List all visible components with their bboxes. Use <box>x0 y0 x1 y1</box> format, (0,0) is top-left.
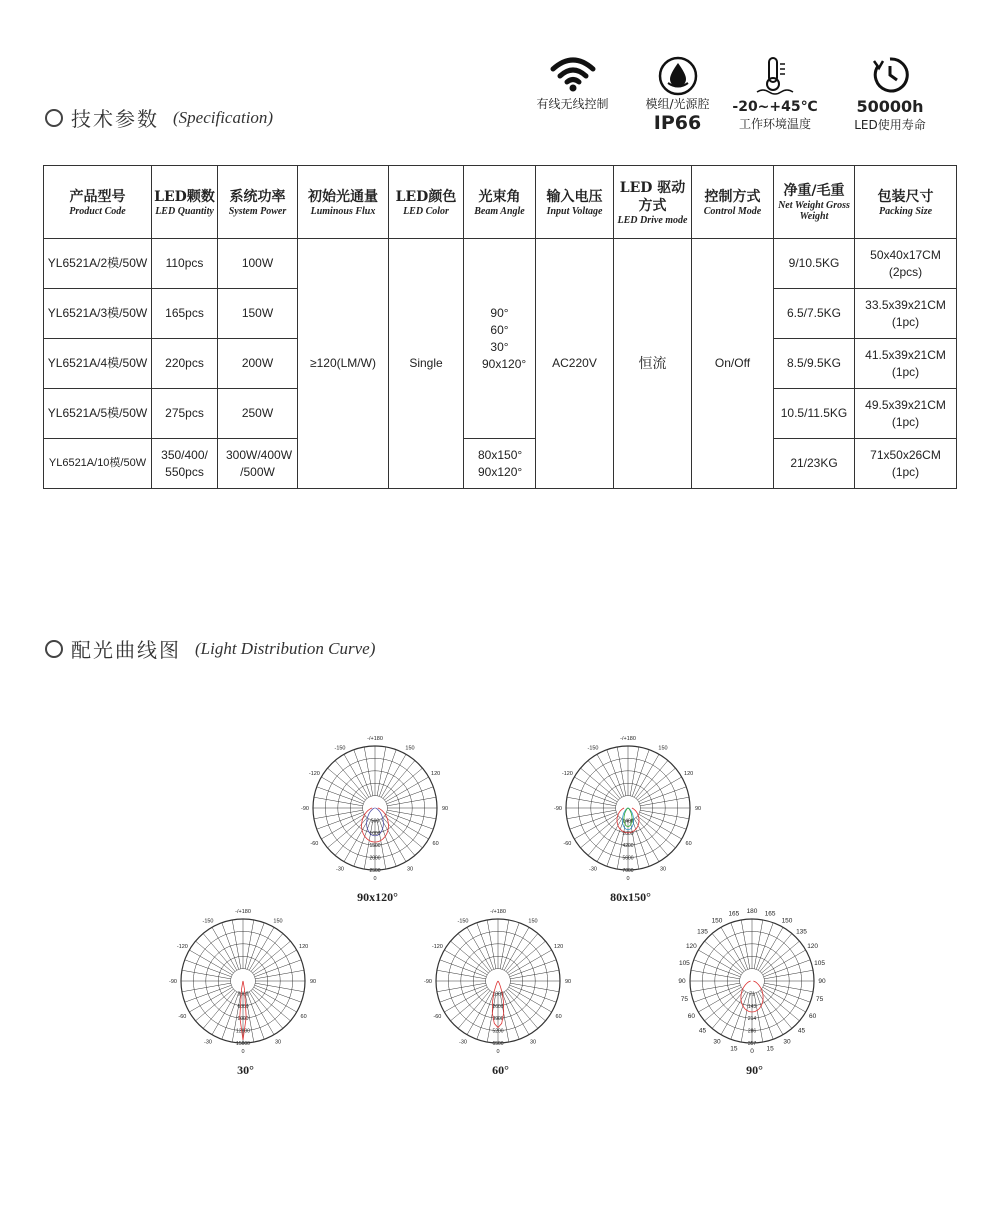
angle-label: 60 <box>555 1014 562 1020</box>
spec-table <box>43 165 957 489</box>
table-row <box>44 439 957 489</box>
feature-icons <box>525 56 965 146</box>
angle-label: 90 <box>564 979 572 985</box>
header-weight: 净重/毛重 Net Weight Gross Weight <box>774 166 855 239</box>
grid-spoke <box>437 983 486 992</box>
grid-spoke <box>640 797 689 806</box>
grid-spoke <box>317 812 364 829</box>
angle-label: 90 <box>309 979 317 985</box>
angle-label: 120 <box>685 943 697 950</box>
cell-power: 250W <box>218 389 298 439</box>
grid-spoke <box>387 810 436 819</box>
curve-90 <box>672 903 837 1083</box>
angle-label: 180 <box>746 908 758 915</box>
grid-spoke <box>731 923 748 970</box>
cell-code: YL6521A/5模/50W <box>44 389 152 439</box>
cell-voltage: AC220V <box>536 239 614 489</box>
angle-label: 60 <box>687 1013 695 1020</box>
grid-spoke <box>379 820 396 867</box>
cell-power: 150W <box>218 289 298 339</box>
feature-temperature-value: -20~+45℃ <box>732 99 818 115</box>
cell-control: On/Off <box>692 239 774 489</box>
clock-icon <box>870 56 910 94</box>
cell-qty: 275pcs <box>152 389 218 439</box>
feature-lifetime <box>840 56 940 133</box>
angle-label: 105 <box>678 959 690 967</box>
ring-label: 7000 <box>622 868 634 874</box>
grid-spoke <box>632 750 649 797</box>
grid-spoke <box>314 797 363 806</box>
grid-spoke <box>247 923 264 970</box>
feature-wireless <box>525 56 620 112</box>
ring-label: 71 <box>749 991 755 998</box>
cell-size: 71x50x26CM (1pc) <box>855 439 957 489</box>
curve-caption: 60° <box>492 1063 509 1077</box>
grid-spoke <box>510 970 559 979</box>
table-header-row <box>44 166 957 239</box>
angle-label: -/+180 <box>490 909 506 915</box>
grid-spoke <box>500 920 509 969</box>
grid-spoke <box>245 920 254 969</box>
grid-spoke <box>632 820 649 867</box>
ring-label: 286 <box>747 1028 757 1035</box>
angle-label: 30 <box>274 1039 282 1046</box>
grid-spoke <box>694 960 741 977</box>
grid-spoke <box>741 920 750 969</box>
angle-label: -/+180 <box>367 736 383 742</box>
angle-label: -90 <box>169 979 177 985</box>
angle-label: -150 <box>457 918 469 925</box>
grid-spoke <box>570 787 617 804</box>
ring-label: 2000 <box>369 855 381 862</box>
cell-beam-angle-a: 90° 60° 30° 90x120° <box>464 239 536 439</box>
ring-label: 214 <box>747 1016 757 1023</box>
curve-caption: 90x120° <box>357 890 398 904</box>
angle-label: -60 <box>310 841 319 847</box>
angle-label: 75 <box>815 996 824 1004</box>
angle-label: -90 <box>424 979 432 985</box>
grid-spoke <box>477 993 494 1040</box>
ring-label: 15000 <box>236 1041 250 1047</box>
header-led-color: LED颜色 LED Color <box>389 166 464 239</box>
curve-90x120 <box>295 730 460 910</box>
curve-60 <box>418 903 583 1083</box>
grid-spoke <box>185 960 232 977</box>
ring-label: 500 <box>370 818 380 825</box>
grid-spoke <box>364 747 373 796</box>
cell-size: 33.5x39x21CM (1pc) <box>855 289 957 339</box>
angle-label: -60 <box>433 1014 442 1020</box>
angle-label: -120 <box>561 771 573 777</box>
ring-label: 6500 <box>492 1041 504 1047</box>
thermometer-icon <box>755 56 795 96</box>
cell-drive: 恒流 <box>614 239 692 489</box>
polar-grid <box>687 919 814 1043</box>
angle-label: 60 <box>432 841 439 847</box>
header-control-mode: 控制方式 Control Mode <box>692 166 774 239</box>
curve-title-en: (Light Distribution Curve) <box>195 638 376 658</box>
polar-chart <box>163 903 328 1065</box>
curve-caption: 30° <box>237 1063 254 1077</box>
feature-lifetime-label: LED使用寿命 <box>854 118 926 132</box>
angle-label: 30 <box>783 1038 791 1046</box>
angle-label: 60 <box>809 1013 817 1020</box>
spec-title-zh: 技术参数 <box>71 107 159 131</box>
angle-label: 90 <box>441 806 449 812</box>
cell-qty: 350/400/ 550pcs <box>152 439 218 489</box>
grid-spoke <box>387 797 436 806</box>
header-beam-angle: 光束角 Beam Angle <box>464 166 536 239</box>
grid-spoke <box>437 970 486 979</box>
feature-ip66 <box>630 56 725 134</box>
cell-weight: 6.5/7.5KG <box>774 289 855 339</box>
angle-label: 0 <box>496 1049 500 1055</box>
ring-label: 1500 <box>369 843 381 850</box>
grid-spoke <box>617 747 626 796</box>
grid-spoke <box>764 970 813 979</box>
grid-spoke <box>255 970 304 979</box>
grid-spoke <box>731 993 748 1040</box>
angle-label: 120 <box>807 943 819 950</box>
curve-caption: 80x150° <box>610 890 651 904</box>
circle-bullet-icon <box>45 640 63 658</box>
header-luminous-flux: 初始光通量 Luminous Flux <box>298 166 389 239</box>
table-row <box>44 239 957 289</box>
grid-spoke <box>640 810 689 819</box>
grid-spoke <box>502 923 519 970</box>
angle-label: 45 <box>797 1027 806 1035</box>
curve-section-title <box>45 634 375 663</box>
angle-label: 120 <box>299 944 309 950</box>
header-led-quantity: LED颗数 LED Quantity <box>152 166 218 239</box>
header-system-power: 系统功率 System Power <box>218 166 298 239</box>
grid-spoke <box>182 970 231 979</box>
cell-weight: 10.5/11.5KG <box>774 389 855 439</box>
angle-label: 120 <box>431 771 441 777</box>
curve-title-zh: 配光曲线图 <box>71 638 181 662</box>
drop-icon <box>657 56 699 96</box>
angle-label: -120 <box>431 944 443 950</box>
cell-weight: 21/23KG <box>774 439 855 489</box>
grid-spoke <box>570 812 617 829</box>
grid-ring <box>740 969 765 994</box>
grid-spoke <box>764 985 811 1002</box>
angle-label: 150 <box>658 745 668 752</box>
angle-label: -150 <box>202 918 214 925</box>
grid-spoke <box>255 960 302 977</box>
feature-temperature <box>725 56 825 132</box>
ring-label: 5600 <box>622 855 634 862</box>
cell-power: 200W <box>218 339 298 389</box>
ring-label: 2500 <box>369 868 381 874</box>
cell-code: YL6521A/4模/50W <box>44 339 152 389</box>
grid-spoke <box>630 747 639 796</box>
cell-flux: ≥120(LM/W) <box>298 239 389 489</box>
cell-size: 49.5x39x21CM (1pc) <box>855 389 957 439</box>
angle-label: 0 <box>373 876 377 882</box>
angle-label: 150 <box>781 917 793 925</box>
grid-spoke <box>255 983 304 992</box>
angle-label: 150 <box>273 918 283 925</box>
cell-weight: 8.5/9.5KG <box>774 339 855 389</box>
ring-label: 3900 <box>492 1016 504 1023</box>
grid-spoke <box>567 810 616 819</box>
grid-spoke <box>317 787 364 804</box>
spec-section-title <box>45 103 273 132</box>
ring-label: 357 <box>747 1041 757 1047</box>
feature-lifetime-value: 50000h <box>856 97 924 116</box>
angle-label: 135 <box>697 928 708 936</box>
cell-beam-angle-b: 80x150° 90x120° <box>464 439 536 489</box>
angle-label: -30 <box>336 866 344 873</box>
feature-ip66-label: 模组/光源腔 <box>645 97 710 111</box>
grid-spoke <box>607 750 624 797</box>
angle-label: -30 <box>204 1039 212 1046</box>
grid-spoke <box>354 820 371 867</box>
curve-80x150 <box>548 730 713 910</box>
cell-color: Single <box>389 239 464 489</box>
angle-label: -/+180 <box>235 909 251 915</box>
angle-label: 0 <box>750 1048 754 1055</box>
ring-label: 143 <box>747 1003 757 1010</box>
angle-label: -/+180 <box>620 736 636 742</box>
angle-label: 30 <box>529 1039 537 1046</box>
grid-spoke <box>694 985 741 1002</box>
cell-size: 41.5x39x21CM (1pc) <box>855 339 957 389</box>
grid-spoke <box>640 812 687 829</box>
ring-label: 5200 <box>492 1028 504 1035</box>
angle-label: -120 <box>308 771 320 777</box>
grid-spoke <box>440 985 487 1002</box>
grid-spoke <box>502 993 519 1040</box>
ring-label: 6000 <box>237 1003 249 1010</box>
header-product-code: 产品型号 Product Code <box>44 166 152 239</box>
cell-code: YL6521A/10模/50W <box>44 439 152 489</box>
ring-label: 12000 <box>236 1028 250 1035</box>
angle-label: 150 <box>711 917 723 925</box>
cell-power: 300W/400W /500W <box>218 439 298 489</box>
grid-spoke <box>314 810 363 819</box>
ring-label: 9000 <box>237 1016 249 1023</box>
polar-chart <box>672 903 837 1065</box>
grid-spoke <box>354 750 371 797</box>
cell-code: YL6521A/3模/50W <box>44 289 152 339</box>
header-packing-size: 包装尺寸 Packing Size <box>855 166 957 239</box>
grid-spoke <box>477 923 494 970</box>
grid-spoke <box>232 920 241 969</box>
angle-label: -150 <box>587 745 599 752</box>
angle-label: 30 <box>406 866 414 873</box>
angle-label: 75 <box>680 996 689 1004</box>
feature-ip66-value: IP66 <box>653 112 702 134</box>
feature-wireless-label: 有线无线控制 <box>536 97 609 111</box>
grid-spoke <box>764 983 813 992</box>
angle-label: 105 <box>814 959 826 967</box>
wifi-icon <box>549 56 597 92</box>
curve-30 <box>163 903 328 1083</box>
curve-caption: 90° <box>746 1063 763 1077</box>
angle-label: 165 <box>728 910 740 918</box>
angle-label: 165 <box>764 910 776 918</box>
angle-label: 90 <box>694 806 702 812</box>
cell-qty: 165pcs <box>152 289 218 339</box>
angle-label: 60 <box>685 841 692 847</box>
header-input-voltage: 输入电压 Input Voltage <box>536 166 614 239</box>
angle-label: 135 <box>796 928 807 936</box>
angle-label: 30 <box>713 1038 721 1046</box>
grid-spoke <box>691 983 740 992</box>
angle-label: -60 <box>178 1014 187 1020</box>
ring-label: 1000 <box>369 830 381 837</box>
cell-weight: 9/10.5KG <box>774 239 855 289</box>
angle-label: 15 <box>766 1045 774 1053</box>
grid-spoke <box>640 787 687 804</box>
ring-label: 3000 <box>237 991 249 998</box>
angle-label: 0 <box>241 1049 245 1055</box>
grid-spoke <box>222 923 239 970</box>
grid-spoke <box>387 787 434 804</box>
grid-spoke <box>510 985 557 1002</box>
ring-label: 1300 <box>492 991 504 998</box>
grid-spoke <box>756 923 773 970</box>
polar-grid <box>313 746 437 870</box>
angle-label: 60 <box>300 1014 307 1020</box>
grid-spoke <box>387 812 434 829</box>
grid-spoke <box>756 993 773 1040</box>
angle-label: 120 <box>554 944 564 950</box>
ring-label: 2800 <box>622 830 634 837</box>
cell-power: 100W <box>218 239 298 289</box>
grid-spoke <box>607 820 624 867</box>
polar-chart <box>548 730 713 892</box>
polar-chart <box>295 730 460 892</box>
cell-qty: 110pcs <box>152 239 218 289</box>
feature-temperature-label: 工作环境温度 <box>738 117 811 131</box>
grid-spoke <box>182 983 231 992</box>
angle-label: 15 <box>730 1045 738 1053</box>
grid-spoke <box>510 983 559 992</box>
grid-spoke <box>754 920 763 969</box>
angle-label: 45 <box>698 1027 707 1035</box>
grid-spoke <box>379 750 396 797</box>
grid-spoke <box>487 920 496 969</box>
angle-label: -30 <box>589 866 597 873</box>
grid-ring <box>363 796 388 821</box>
ring-label: 2600 <box>492 1003 504 1010</box>
header-drive-mode: LED 驱动方式 LED Drive mode <box>614 166 692 239</box>
cell-size: 50x40x17CM (2pcs) <box>855 239 957 289</box>
grid-spoke <box>440 960 487 977</box>
angle-label: -90 <box>301 806 309 812</box>
angle-label: 120 <box>684 771 694 777</box>
grid-spoke <box>567 797 616 806</box>
grid-spoke <box>255 985 302 1002</box>
grid-spoke <box>764 960 811 977</box>
angle-label: -90 <box>554 806 562 812</box>
ring-label: 1400 <box>622 818 634 825</box>
cell-code: YL6521A/2模/50W <box>44 239 152 289</box>
angle-label: -60 <box>563 841 572 847</box>
polar-chart <box>418 903 583 1065</box>
angle-label: -120 <box>176 944 188 950</box>
angle-label: 90 <box>818 978 826 985</box>
angle-label: 150 <box>528 918 538 925</box>
grid-spoke <box>185 985 232 1002</box>
grid-spoke <box>691 970 740 979</box>
angle-label: 150 <box>405 745 415 752</box>
angle-label: 90 <box>678 978 686 985</box>
angle-label: -150 <box>334 745 346 752</box>
grid-spoke <box>510 960 557 977</box>
spec-title-en: (Specification) <box>173 107 274 127</box>
ring-label: 4200 <box>622 843 634 850</box>
circle-bullet-icon <box>45 109 63 127</box>
cell-qty: 220pcs <box>152 339 218 389</box>
grid-spoke <box>377 747 386 796</box>
angle-label: 0 <box>626 876 630 882</box>
angle-label: -30 <box>459 1039 467 1046</box>
angle-label: 30 <box>659 866 667 873</box>
